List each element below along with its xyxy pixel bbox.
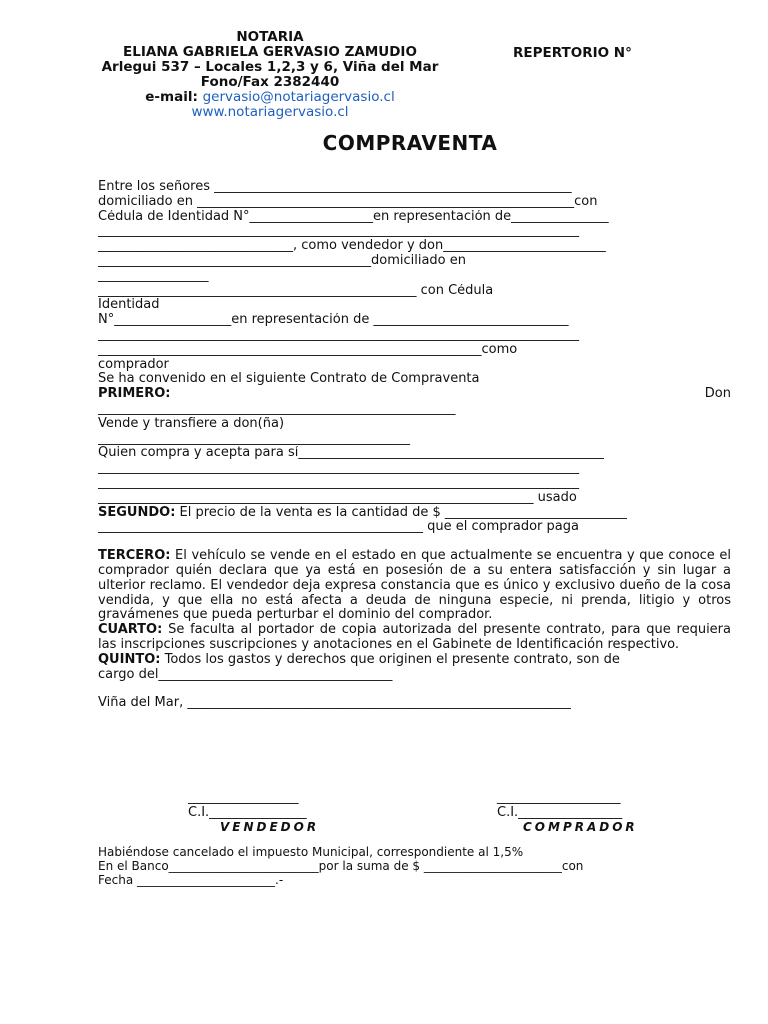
line-segundo <box>98 506 731 521</box>
line-identidad: Identidad <box>98 298 160 313</box>
clause-quinto <box>98 653 731 668</box>
line-cedula: _________________________________________________ con Cédula <box>98 283 494 298</box>
line-quien-compra: Quien compra y acepta para sí_______________________________________________ <box>98 446 604 461</box>
quinto-label: QUINTO: <box>98 652 161 667</box>
line-blank-short: _________________ <box>98 268 209 283</box>
tax-footer <box>98 845 583 887</box>
buyer-ci: C.I.________________ <box>497 805 623 820</box>
segundo-label: SEGUNDO: <box>98 505 176 520</box>
line-domicile: domiciliado en __________________________________________________________con <box>98 194 598 209</box>
primero-label: PRIMERO: <box>98 387 171 402</box>
line-blank: ________________________________________________ <box>98 431 410 446</box>
notary-name: ELIANA GABRIELA GERVASIO ZAMUDIO <box>123 44 417 60</box>
line-parties: Entre los señores _______________________________________________________ <box>98 180 572 194</box>
line-buyer-domicile: __________________________________________domiciliado en <box>98 253 467 268</box>
notary-header <box>0 30 540 120</box>
contract-body <box>98 180 731 711</box>
line-blank: _______________________________________________________ <box>98 401 456 416</box>
document-title: COMPRAVENTA <box>322 131 498 155</box>
notary-phone: Fono/Fax 2382440 <box>200 74 340 90</box>
buyer-signature-block <box>497 790 638 835</box>
tercero-text: El vehículo se vende en el estado en que actualmente se encuentra y que conoce el comprador quién declara que ya está en posesión de a su entera satisfacción y sin lugar a ulterior reclamo. El vendedor deja expresa constancia que es único y exclusivo dueño de la cosa vendida, y que ella no está afecta a deuda de ninguna especie, ni prenda, litigio y otros gravámenes que pueda perturbar el dominio del comprador. <box>98 548 731 623</box>
line-blank: __________________________________________________________________________ <box>98 461 579 476</box>
line-blank: __________________________________________________________________________ <box>98 327 579 342</box>
notary-address: Arlegui 537 – Locales 1,2,3 y 6, Viña del Mar <box>101 59 439 75</box>
repertorio-label: REPERTORIO N° <box>513 45 632 61</box>
email-link[interactable]: gervasio@notariagervasio.cl <box>202 89 395 105</box>
clause-cuarto <box>98 623 731 653</box>
line-como: ___________________________________________________________como <box>98 342 518 357</box>
line-agreement: Se ha convenido en el siguiente Contrato de Compraventa <box>98 372 480 387</box>
website-link[interactable]: www.notariagervasio.cl <box>191 104 349 120</box>
footer-bank-line: En el Banco_________________________por la suma de $ _______________________con <box>98 859 584 873</box>
line-comprador: comprador <box>98 357 169 372</box>
tercero-label: TERCERO: <box>98 548 171 564</box>
email-label: e-mail: <box>145 89 198 105</box>
line-comprador-paga: __________________________________________________ que el comprador paga <box>98 520 579 535</box>
footer-tax-line: Habiéndose cancelado el impuesto Municipal, correspondiente al 1,5% <box>98 845 524 859</box>
line-blank: __________________________________________________________________________ <box>98 475 579 490</box>
segundo-text: El precio de la venta es la cantidad de $ ____________________________ <box>175 505 627 520</box>
line-seller: ______________________________, como vendedor y don_________________________ <box>98 239 606 254</box>
footer-date-line: Fecha _______________________.- <box>98 873 284 887</box>
buyer-label: COMPRADOR <box>523 820 638 834</box>
line-blank: __________________________________________________________________________ <box>98 224 579 239</box>
quinto-cargo-line: cargo del____________________________________ <box>98 667 393 682</box>
seller-ci: C.I._______________ <box>188 805 307 820</box>
line-representation: N°__________________en representación de ______________________________ <box>98 313 569 328</box>
line-identity: Cédula de Identidad N°___________________en representación de_______________ <box>98 209 609 224</box>
clause-tercero <box>98 549 731 623</box>
seller-signature-line: _________________ <box>188 790 299 805</box>
primero-text: Don <box>704 387 731 402</box>
seller-signature-block <box>188 790 319 835</box>
notaria-label: NOTARIA <box>236 29 304 45</box>
cuarto-label: CUARTO: <box>98 622 163 638</box>
seller-label: VENDEDOR <box>220 820 320 834</box>
line-primero <box>98 387 731 402</box>
notary-email-row <box>0 90 540 105</box>
line-vende: Vende y transfiere a don(ña) <box>98 416 285 431</box>
cuarto-text: Se faculta al portador de copia autorizada del presente contrato, para que requiera las inscripciones suscripciones y anotaciones en el Gabinete de Identificación respectivo. <box>98 622 731 652</box>
buyer-signature-line: ___________________ <box>497 790 621 805</box>
quinto-text: Todos los gastos y derechos que originen el presente contrato, son de <box>160 652 620 667</box>
line-usado: ___________________________________________________________________ usado <box>98 490 577 505</box>
place-date-line: Viña del Mar, ___________________________________________________________ <box>98 696 571 711</box>
